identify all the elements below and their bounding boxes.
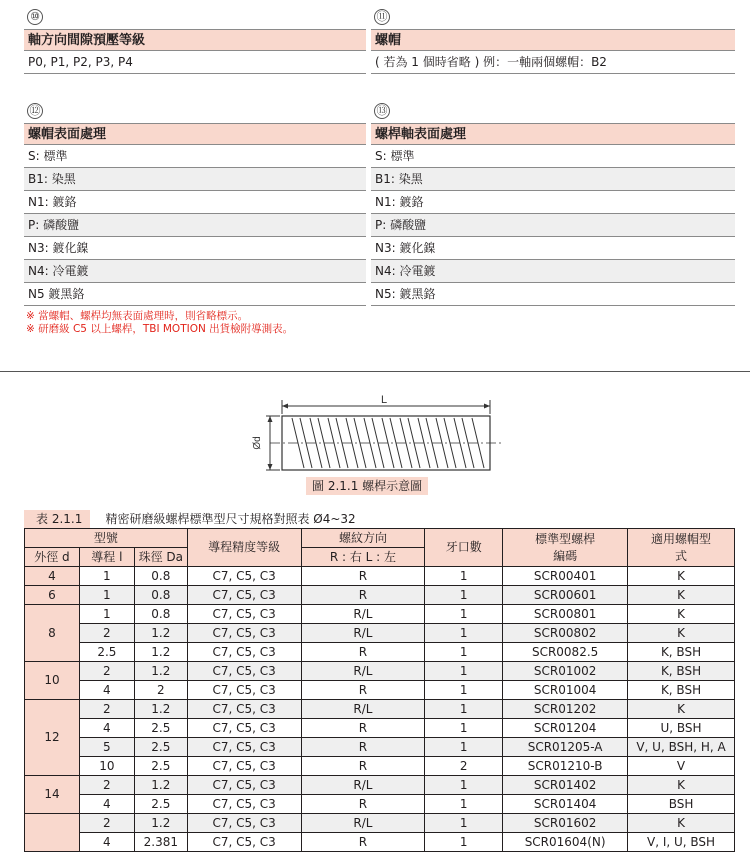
- cell-ball: 2.5: [134, 795, 187, 814]
- table-row: [25, 719, 735, 738]
- section-13-header: 螺桿軸表面處理: [371, 123, 735, 145]
- cell-ball: 1.2: [134, 643, 187, 662]
- table-row: [25, 833, 735, 852]
- section-13-row: B1: 染黑: [371, 168, 735, 191]
- cell-nut: V, U, BSH, H, A: [628, 738, 735, 757]
- header-ball: 珠徑 Da: [134, 548, 187, 567]
- cell-nut: K: [628, 624, 735, 643]
- cell-outer-d: 12: [25, 700, 80, 776]
- section-13-block: [371, 123, 735, 306]
- table-row: [25, 776, 735, 795]
- table-row: [25, 662, 735, 681]
- cell-starts: 1: [425, 776, 503, 795]
- header-outer-d: 外徑 d: [25, 548, 80, 567]
- cell-precision: C7, C5, C3: [187, 605, 301, 624]
- cell-lead: 2: [79, 662, 134, 681]
- cell-code: SCR01205-A: [503, 738, 628, 757]
- cell-precision: C7, C5, C3: [187, 833, 301, 852]
- cell-precision: C7, C5, C3: [187, 814, 301, 833]
- cell-precision: C7, C5, C3: [187, 624, 301, 643]
- section-10-block: [24, 29, 366, 74]
- cell-ball: 2.381: [134, 833, 187, 852]
- cell-lead: 4: [79, 795, 134, 814]
- section-12-row: N5 鍍黑鉻: [24, 283, 366, 306]
- cell-ball: 0.8: [134, 586, 187, 605]
- cell-starts: 1: [425, 738, 503, 757]
- cell-code: SCR01402: [503, 776, 628, 795]
- table-row: [25, 814, 735, 833]
- cell-precision: C7, C5, C3: [187, 757, 301, 776]
- cell-ball: 0.8: [134, 605, 187, 624]
- cell-ball: 1.2: [134, 814, 187, 833]
- cell-nut: K: [628, 814, 735, 833]
- cell-thread: R/L: [301, 776, 425, 795]
- cell-code: SCR00801: [503, 605, 628, 624]
- cell-starts: 1: [425, 833, 503, 852]
- header-precision: 導程精度等級: [187, 529, 301, 567]
- cell-precision: C7, C5, C3: [187, 643, 301, 662]
- cell-nut: K: [628, 776, 735, 795]
- table-row: [25, 738, 735, 757]
- table-id: 表 2.1.1: [24, 510, 90, 528]
- cell-ball: 2.5: [134, 757, 187, 776]
- screw-diagram: [240, 392, 510, 478]
- cell-code: SCR0082.5: [503, 643, 628, 662]
- cell-code: SCR00601: [503, 586, 628, 605]
- section-12-block: [24, 123, 366, 306]
- table-row: [25, 757, 735, 776]
- section-13-row: N3: 鍍化鎳: [371, 237, 735, 260]
- cell-thread: R: [301, 757, 425, 776]
- header-thread: 螺紋方向: [301, 529, 425, 548]
- section-13-row: S: 標準: [371, 145, 735, 168]
- cell-ball: 2: [134, 681, 187, 700]
- length-label: L: [380, 394, 388, 406]
- section-11-row: ( 若為 1 個時省略 ) 例：一軸兩個螺帽：B2: [371, 51, 735, 74]
- cell-thread: R: [301, 586, 425, 605]
- cell-starts: 1: [425, 795, 503, 814]
- cell-nut: V: [628, 757, 735, 776]
- spec-table: [24, 528, 735, 852]
- cell-starts: 1: [425, 700, 503, 719]
- cell-ball: 2.5: [134, 719, 187, 738]
- cell-nut: U, BSH: [628, 719, 735, 738]
- section-number-13: ⑬: [374, 103, 390, 119]
- section-10-header: 軸方向間隙預壓等級: [24, 29, 366, 51]
- cell-ball: 1.2: [134, 776, 187, 795]
- cell-thread: R: [301, 567, 425, 586]
- cell-outer-d: 8: [25, 605, 80, 662]
- cell-nut: V, I, U, BSH: [628, 833, 735, 852]
- cell-lead: 2: [79, 700, 134, 719]
- cell-thread: R: [301, 719, 425, 738]
- header-code: 標準型螺桿編碼: [503, 529, 628, 567]
- table-title: 精密研磨級螺桿標準型尺寸規格對照表 Ø4~32: [105, 512, 356, 526]
- cell-starts: 2: [425, 757, 503, 776]
- cell-outer-d: 6: [25, 586, 80, 605]
- cell-lead: 2: [79, 776, 134, 795]
- cell-code: SCR01210-B: [503, 757, 628, 776]
- cell-thread: R/L: [301, 662, 425, 681]
- cell-code: SCR00401: [503, 567, 628, 586]
- cell-starts: 1: [425, 662, 503, 681]
- cell-thread: R: [301, 833, 425, 852]
- cell-thread: R/L: [301, 605, 425, 624]
- cell-precision: C7, C5, C3: [187, 567, 301, 586]
- cell-lead: 4: [79, 719, 134, 738]
- cell-code: SCR01602: [503, 814, 628, 833]
- cell-code: SCR01204: [503, 719, 628, 738]
- cell-code: SCR00802: [503, 624, 628, 643]
- table-row: [25, 795, 735, 814]
- cell-lead: 4: [79, 833, 134, 852]
- table-row: [25, 567, 735, 586]
- section-13-row: P: 磷酸鹽: [371, 214, 735, 237]
- cell-ball: 0.8: [134, 567, 187, 586]
- section-divider: [0, 371, 750, 372]
- cell-starts: 1: [425, 719, 503, 738]
- diameter-label: Ød: [252, 436, 263, 450]
- table-row: [25, 605, 735, 624]
- section-10-row: P0, P1, P2, P3, P4: [24, 51, 366, 74]
- section-11-header: 螺帽: [371, 29, 735, 51]
- section-12-row: N1: 鍍鉻: [24, 191, 366, 214]
- header-lead: 導程 l: [79, 548, 134, 567]
- section-12-row: S: 標準: [24, 145, 366, 168]
- cell-thread: R: [301, 643, 425, 662]
- section-13-row: N4: 冷電鍍: [371, 260, 735, 283]
- header-thread-sub: R : 右 L : 左: [301, 548, 425, 567]
- cell-lead: 2: [79, 814, 134, 833]
- section-number-10: ⑩: [27, 9, 43, 25]
- cell-precision: C7, C5, C3: [187, 681, 301, 700]
- cell-lead: 2: [79, 624, 134, 643]
- cell-starts: 1: [425, 586, 503, 605]
- cell-thread: R: [301, 738, 425, 757]
- cell-lead: 1: [79, 567, 134, 586]
- header-model: 型號: [25, 529, 188, 548]
- section-12-row: B1: 染黑: [24, 168, 366, 191]
- cell-precision: C7, C5, C3: [187, 795, 301, 814]
- cell-starts: 1: [425, 643, 503, 662]
- header-starts: 牙口數: [425, 529, 503, 567]
- cell-code: SCR01004: [503, 681, 628, 700]
- section-12-header: 螺帽表面處理: [24, 123, 366, 145]
- cell-ball: 1.2: [134, 624, 187, 643]
- cell-starts: 1: [425, 605, 503, 624]
- cell-precision: C7, C5, C3: [187, 662, 301, 681]
- table-row: [25, 643, 735, 662]
- section-12-row: N3: 鍍化鎳: [24, 237, 366, 260]
- note-1: ※ 當螺帽、螺桿均無表面處理時，則省略標示。: [26, 310, 249, 322]
- cell-nut: BSH: [628, 795, 735, 814]
- header-nut: 適用螺帽型式: [628, 529, 735, 567]
- cell-outer-d: 4: [25, 567, 80, 586]
- cell-lead: 2.5: [79, 643, 134, 662]
- cell-starts: 1: [425, 624, 503, 643]
- cell-code: SCR01604(N): [503, 833, 628, 852]
- table-title-bar: [24, 508, 735, 526]
- section-12-row: P: 磷酸鹽: [24, 214, 366, 237]
- cell-outer-d: [25, 814, 80, 852]
- section-number-12: ⑫: [27, 103, 43, 119]
- cell-thread: R/L: [301, 624, 425, 643]
- cell-ball: 1.2: [134, 700, 187, 719]
- cell-lead: 4: [79, 681, 134, 700]
- cell-outer-d: 14: [25, 776, 80, 814]
- cell-thread: R/L: [301, 700, 425, 719]
- cell-thread: R: [301, 795, 425, 814]
- cell-code: SCR01202: [503, 700, 628, 719]
- table-row: [25, 681, 735, 700]
- cell-precision: C7, C5, C3: [187, 700, 301, 719]
- table-row: [25, 586, 735, 605]
- note-2: ※ 研磨級 C5 以上螺桿，TBI MOTION 出貨檢附導測表。: [26, 323, 294, 335]
- cell-nut: K, BSH: [628, 662, 735, 681]
- cell-lead: 10: [79, 757, 134, 776]
- cell-nut: K: [628, 586, 735, 605]
- table-row: [25, 700, 735, 719]
- cell-nut: K: [628, 700, 735, 719]
- cell-lead: 1: [79, 605, 134, 624]
- section-13-row: N1: 鍍鉻: [371, 191, 735, 214]
- cell-precision: C7, C5, C3: [187, 586, 301, 605]
- cell-starts: 1: [425, 567, 503, 586]
- cell-thread: R/L: [301, 814, 425, 833]
- cell-nut: K: [628, 605, 735, 624]
- cell-starts: 1: [425, 681, 503, 700]
- cell-thread: R: [301, 681, 425, 700]
- cell-code: SCR01002: [503, 662, 628, 681]
- section-number-11: ⑪: [374, 9, 390, 25]
- cell-precision: C7, C5, C3: [187, 738, 301, 757]
- cell-lead: 1: [79, 586, 134, 605]
- cell-precision: C7, C5, C3: [187, 719, 301, 738]
- figure-caption: 圖 2.1.1 螺桿示意圖: [306, 477, 428, 495]
- cell-ball: 1.2: [134, 662, 187, 681]
- cell-nut: K: [628, 567, 735, 586]
- cell-outer-d: 10: [25, 662, 80, 700]
- section-13-row: N5: 鍍黑鉻: [371, 283, 735, 306]
- cell-nut: K, BSH: [628, 643, 735, 662]
- cell-nut: K, BSH: [628, 681, 735, 700]
- table-row: [25, 624, 735, 643]
- section-12-row: N4: 冷電鍍: [24, 260, 366, 283]
- cell-starts: 1: [425, 814, 503, 833]
- cell-code: SCR01404: [503, 795, 628, 814]
- cell-ball: 2.5: [134, 738, 187, 757]
- cell-lead: 5: [79, 738, 134, 757]
- cell-precision: C7, C5, C3: [187, 776, 301, 795]
- section-11-block: [371, 29, 735, 74]
